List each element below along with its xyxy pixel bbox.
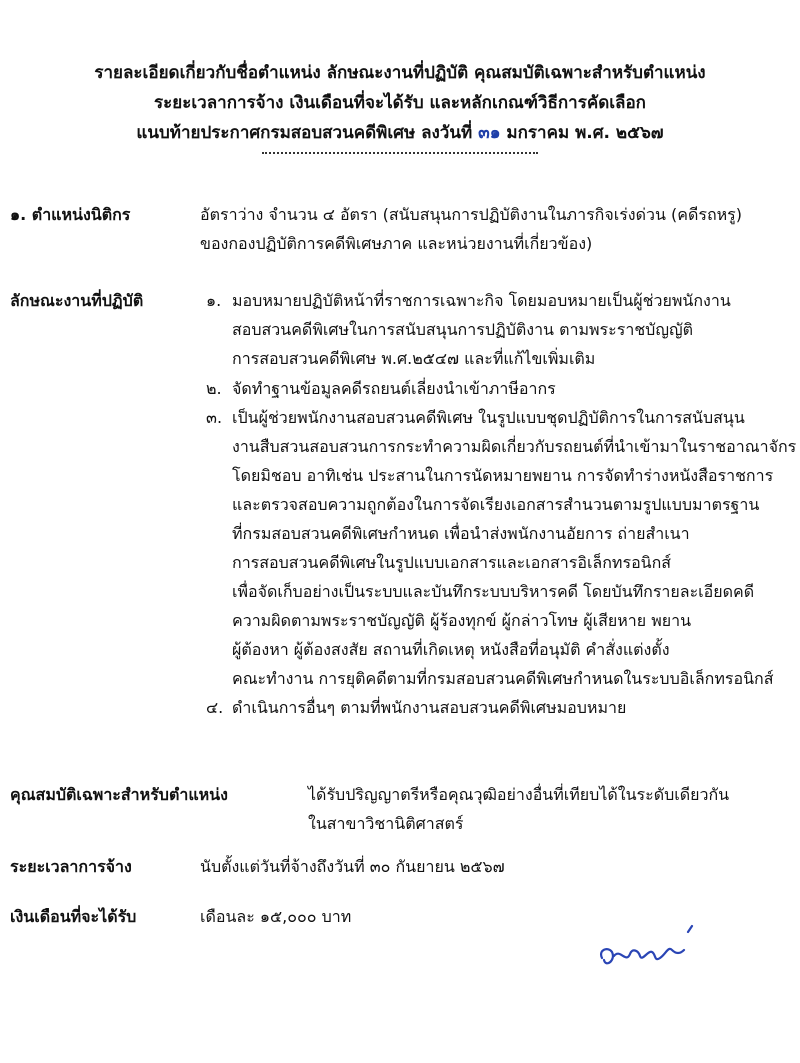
duty-number: ๓. xyxy=(206,408,223,427)
duty-number: ๒. xyxy=(206,379,222,398)
duty-line: โดยมิชอบ อาทิเช่น ประสานในการนัดหมายพยาน การจัดทำร่างหนังสือราชการ xyxy=(232,466,774,485)
duty-line: ที่กรมสอบสวนคดีพิเศษกำหนด เพื่อนำส่งพนักงานอัยการ ถ่ายสำเนา xyxy=(232,524,690,543)
duration-label: ระยะเวลาการจ้าง xyxy=(10,857,132,876)
header-line-1: รายละเอียดเกี่ยวกับชื่อตำแหน่ง ลักษณะงานที่ปฏิบัติ คุณสมบัติเฉพาะสำหรับตำแหน่ง xyxy=(94,63,706,83)
duty-line: งานสืบสวนสอบสวนการกระทำความผิดเกี่ยวกับรถยนต์ที่นำเข้ามาในราชอาณาจักร xyxy=(232,437,797,456)
qualification-label: คุณสมบัติเฉพาะสำหรับตำแหน่ง xyxy=(10,785,228,804)
duty-line: เป็นผู้ช่วยพนักงานสอบสวนคดีพิเศษ ในรูปแบบชุดปฏิบัติการในการสนับสนุน xyxy=(232,408,745,427)
header-line-3-month-year: มกราคม พ.ศ. ๒๕๖๗ xyxy=(500,123,664,143)
position-description xyxy=(200,200,742,258)
duty-line: ผู้ต้องหา ผู้ต้องสงสัย สถานที่เกิดเหตุ หนังสือที่อนุมัติ คำสั่งแต่งตั้ง xyxy=(232,640,670,659)
duty-number: ๔. xyxy=(206,698,224,717)
duty-line: การสอบสวนคดีพิเศษ พ.ศ.๒๕๔๗ และที่แก้ไขเพิ่มเติม xyxy=(232,349,596,368)
duty-line: มอบหมายปฏิบัติหน้าที่ราชการเฉพาะกิจ โดยมอบหมายเป็นผู้ช่วยพนักงาน xyxy=(232,291,731,310)
header-line-2: ระยะเวลาการจ้าง เงินเดือนที่จะได้รับ และหลักเกณฑ์วิธีการคัดเลือก xyxy=(154,93,646,113)
header-date-day: ๓๑ xyxy=(478,123,501,143)
duty-line: ดำเนินการอื่นๆ ตามที่พนักงานสอบสวนคดีพิเศษมอบหมาย xyxy=(232,698,627,717)
position-line: อัตราว่าง จำนวน ๔ อัตรา (สนับสนุนการปฏิบัติงานในภารกิจเร่งด่วน (คดีรถหรู) xyxy=(200,205,743,224)
duty-number: ๑. xyxy=(206,291,222,310)
qualification-line: ในสาขาวิชานิติศาสตร์ xyxy=(308,814,464,833)
duty-line: เพื่อจัดเก็บอย่างเป็นระบบและบันทึกระบบบริหารคดี โดยบันทึกรายละเอียดคดี xyxy=(232,582,755,601)
qualification-description xyxy=(308,780,729,838)
header-line-3 xyxy=(0,118,800,148)
duty-line: สอบสวนคดีพิเศษในการสนับสนุนการปฏิบัติงาน ตามพระราชบัญญัติ xyxy=(232,320,693,339)
duty-line: และตรวจสอบความถูกต้องในการจัดเรียงเอกสารสำนวนตามรูปแบบมาตรฐาน xyxy=(232,495,760,514)
salary-value: เดือนละ ๑๕,๐๐๐ บาท xyxy=(200,907,352,926)
duty-line: ความผิดตามพระราชบัญญัติ ผู้ร้องทุกข์ ผู้กล่าวโทษ ผู้เสียหาย พยาน xyxy=(232,611,692,630)
duty-line: จัดทำฐานข้อมูลคดีรถยนต์เลี่ยงนำเข้าภาษีอากร xyxy=(232,379,556,398)
header-line-3-text: แนบท้ายประกาศกรมสอบสวนคดีพิเศษ ลงวันที่ xyxy=(136,123,479,143)
signature-initials xyxy=(596,920,706,980)
salary-label: เงินเดือนที่จะได้รับ xyxy=(10,907,137,926)
dotted-separator xyxy=(262,152,538,154)
document-header xyxy=(0,58,800,148)
duration-value: นับตั้งแต่วันที่จ้างถึงวันที่ ๓๐ กันยายน ๒๕๖๗ xyxy=(200,857,505,876)
duties-label: ลักษณะงานที่ปฏิบัติ xyxy=(10,291,144,310)
position-line: ของกองปฏิบัติการคดีพิเศษภาค และหน่วยงานที่เกี่ยวข้อง) xyxy=(200,234,593,253)
qualification-line: ได้รับปริญญาตรีหรือคุณวุฒิอย่างอื่นที่เทียบได้ในระดับเดียวกัน xyxy=(308,785,730,804)
duty-line: การสอบสวนคดีพิเศษในรูปแบบเอกสารและเอกสารอิเล็กทรอนิกส์ xyxy=(232,553,672,572)
position-label: ๑. ตำแหน่งนิติกร xyxy=(10,205,131,224)
duty-line: คณะทำงาน การยุติคดีตามที่กรมสอบสวนคดีพิเศษกำหนดในระบบอิเล็กทรอนิกส์ xyxy=(232,669,774,688)
